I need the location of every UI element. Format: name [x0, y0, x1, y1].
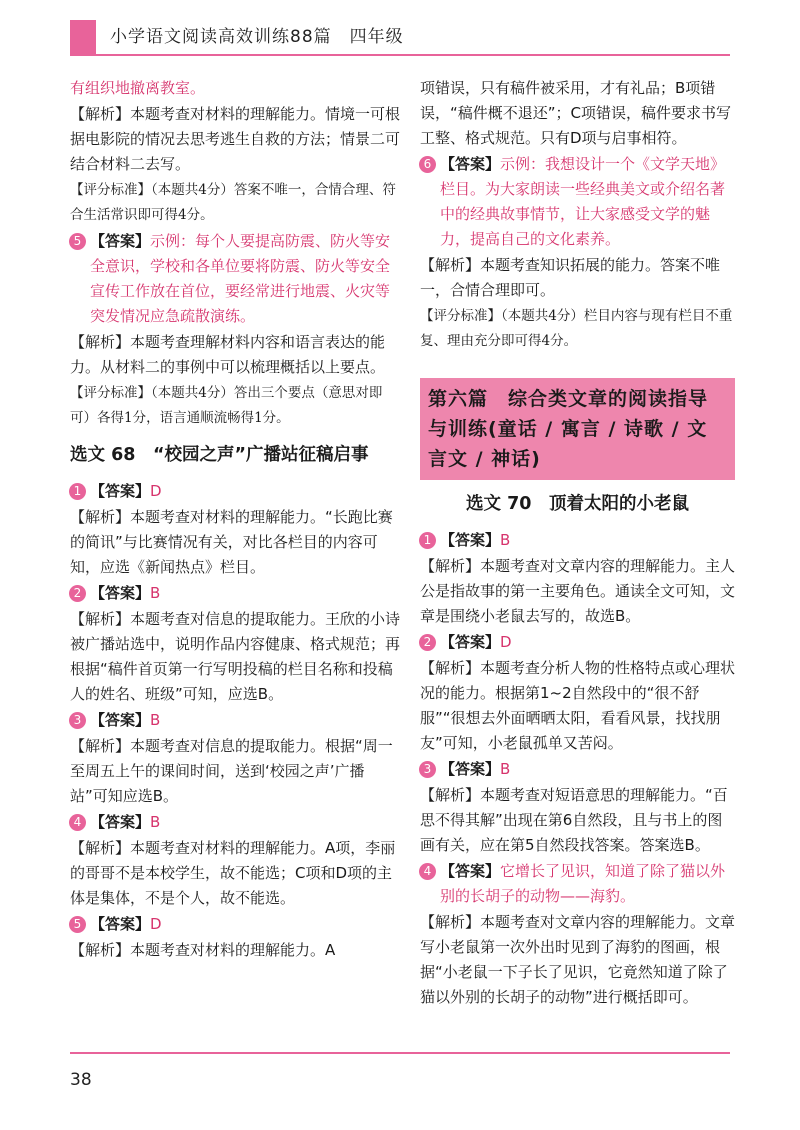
scoring-standard: 【评分标准】（本题共4分）答案不唯一，合情合理、符合生活常识即可得4分。	[70, 182, 396, 223]
question-number-badge: 1	[69, 483, 86, 500]
analysis-paragraph: 【解析】本题考查对材料的理解能力。A	[70, 941, 336, 959]
answer-item	[420, 152, 735, 252]
analysis-paragraph: 【解析】本题考查对文章内容的理解能力。文章写小老鼠第一次外出时见到了海豹的图画，根据“小老鼠一下子长了见识，它竟然知道了除了猫以外别的长胡子的动物”进行概括即可。	[420, 913, 736, 1006]
answer-text: 示例：每个人要提高防震、防火等安全意识，学校和各单位要将防震、防火等安全宣传工作放在首位，要经常进行地震、火灾等突发情况应急疏散演练。	[90, 232, 391, 325]
answer-item	[420, 757, 735, 782]
question-number-badge: 5	[69, 916, 86, 933]
header-rule	[70, 54, 730, 56]
question-number-badge: 4	[69, 814, 86, 831]
answer-label: 【答案】	[440, 760, 501, 778]
left-column	[70, 76, 400, 964]
answer-choice: D	[500, 633, 512, 651]
question-number-badge: 1	[419, 532, 436, 549]
answer-item	[420, 859, 735, 909]
question-number-badge: 6	[419, 156, 436, 173]
answer-choice: B	[500, 531, 511, 549]
section-title-68: 选文 68 “校园之声”广播站征稿启事	[70, 445, 369, 465]
analysis-paragraph: 【解析】本题考查理解材料内容和语言表达的能力。从材料二的事例中可以梳理概括以上要点。	[70, 333, 386, 376]
header-accent-block	[70, 20, 96, 56]
question-number-badge: 2	[419, 634, 436, 651]
question-number-badge: 3	[69, 712, 86, 729]
answer-continuation: 有组织地撤离教室。	[70, 79, 206, 97]
analysis-paragraph: 【解析】本题考查对信息的提取能力。根据“周一至周五上午的课间时间，送到‘校园之声’广播站”可知应选B。	[70, 737, 393, 805]
section-title-70: 选文 70 顶着太阳的小老鼠	[466, 494, 689, 514]
answer-item	[70, 708, 400, 733]
answer-text: 它增长了见识，知道了除了猫以外别的长胡子的动物——海豹。	[440, 862, 726, 905]
analysis-paragraph: 【解析】本题考查对文章内容的理解能力。主人公是指故事的第一主要角色。通读全文可知，文章是围绕小老鼠去写的，故选B。	[420, 557, 736, 625]
page-header	[0, 0, 800, 72]
answer-choice: B	[500, 760, 511, 778]
answer-item	[70, 229, 400, 329]
answer-item	[70, 479, 400, 504]
analysis-paragraph: 【解析】本题考查分析人物的性格特点或心理状况的能力。根据第1~2自然段中的“很不舒服”“很想去外面晒晒太阳，看看风景，找找朋友”可知，小老鼠孤单又苦闷。	[420, 659, 736, 752]
answer-choice: D	[150, 915, 162, 933]
analysis-paragraph: 【解析】本题考查对短语意思的理解能力。“百思不得其解”出现在第6自然段，且与书上的图画有关，应在第5自然段找答案。答案选B。	[420, 786, 728, 854]
answer-item	[70, 912, 400, 937]
answer-label: 【答案】	[90, 813, 151, 831]
question-number-badge: 5	[69, 233, 86, 250]
analysis-paragraph: 【解析】本题考查知识拓展的能力。答案不唯一，合情合理即可。	[420, 256, 721, 299]
answer-label: 【答案】	[440, 531, 501, 549]
book-title: 小学语文阅读高效训练88篇 四年级	[110, 27, 404, 47]
answer-label: 【答案】	[90, 232, 151, 250]
answer-label: 【答案】	[440, 155, 501, 173]
answer-item	[420, 630, 735, 655]
answer-choice: B	[150, 584, 161, 602]
right-column	[420, 76, 735, 1011]
analysis-paragraph: 【解析】本题考查对材料的理解能力。“长跑比赛的简讯”与比赛情况有关，对比各栏目的内容可知，应选《新闻热点》栏目。	[70, 508, 393, 576]
answer-label: 【答案】	[440, 862, 501, 880]
answer-label: 【答案】	[90, 915, 151, 933]
footer-rule	[70, 1052, 730, 1054]
question-number-badge: 4	[419, 863, 436, 880]
question-number-badge: 2	[69, 585, 86, 602]
answer-choice: B	[150, 813, 161, 831]
scoring-standard: 【评分标准】（本题共4分）栏目内容与现有栏目不重复、理由充分即可得4分。	[420, 308, 733, 349]
answer-item	[70, 581, 400, 606]
analysis-paragraph: 【解析】本题考查对信息的提取能力。王欣的小诗被广播站选中，说明作品内容健康、格式规范；再根据“稿件首页第一行写明投稿的栏目名称和投稿人的姓名、班级”可知，应选B。	[70, 610, 401, 703]
answer-item	[70, 810, 400, 835]
analysis-continuation: 项错误，只有稿件被采用，才有礼品；B项错误，“稿件概不退还”；C项错误，稿件要求书写工整、格式规范。只有D项与启事相符。	[420, 79, 732, 147]
analysis-paragraph: 【解析】本题考查对材料的理解能力。A项，李丽的哥哥不是本校学生，故不能选；C项和D项的主体是集体，不是个人，故不能选。	[70, 839, 396, 907]
question-number-badge: 3	[419, 761, 436, 778]
answer-choice: B	[150, 711, 161, 729]
answer-label: 【答案】	[90, 482, 151, 500]
part-six-banner: 第六篇 综合类文章的阅读指导与训练(童话 / 寓言 / 诗歌 / 文言文 / 神话)	[420, 378, 735, 480]
page-number: 38	[70, 1070, 92, 1090]
answer-choice: D	[150, 482, 162, 500]
scoring-standard: 【评分标准】（本题共4分）答出三个要点（意思对即可）各得1分，语言通顺流畅得1分。	[70, 385, 383, 426]
answer-label: 【答案】	[90, 584, 151, 602]
answer-label: 【答案】	[90, 711, 151, 729]
answer-item	[420, 528, 735, 553]
analysis-paragraph: 【解析】本题考查对材料的理解能力。情境一可根据电影院的情况去思考逃生自救的方法；情景二可结合材料二去写。	[70, 105, 401, 173]
answer-label: 【答案】	[440, 633, 501, 651]
answer-text: 示例：我想设计一个《文学天地》栏目。为大家朗读一些经典美文或介绍名著中的经典故事情节，让大家感受文学的魅力，提高自己的文化素养。	[440, 155, 726, 248]
